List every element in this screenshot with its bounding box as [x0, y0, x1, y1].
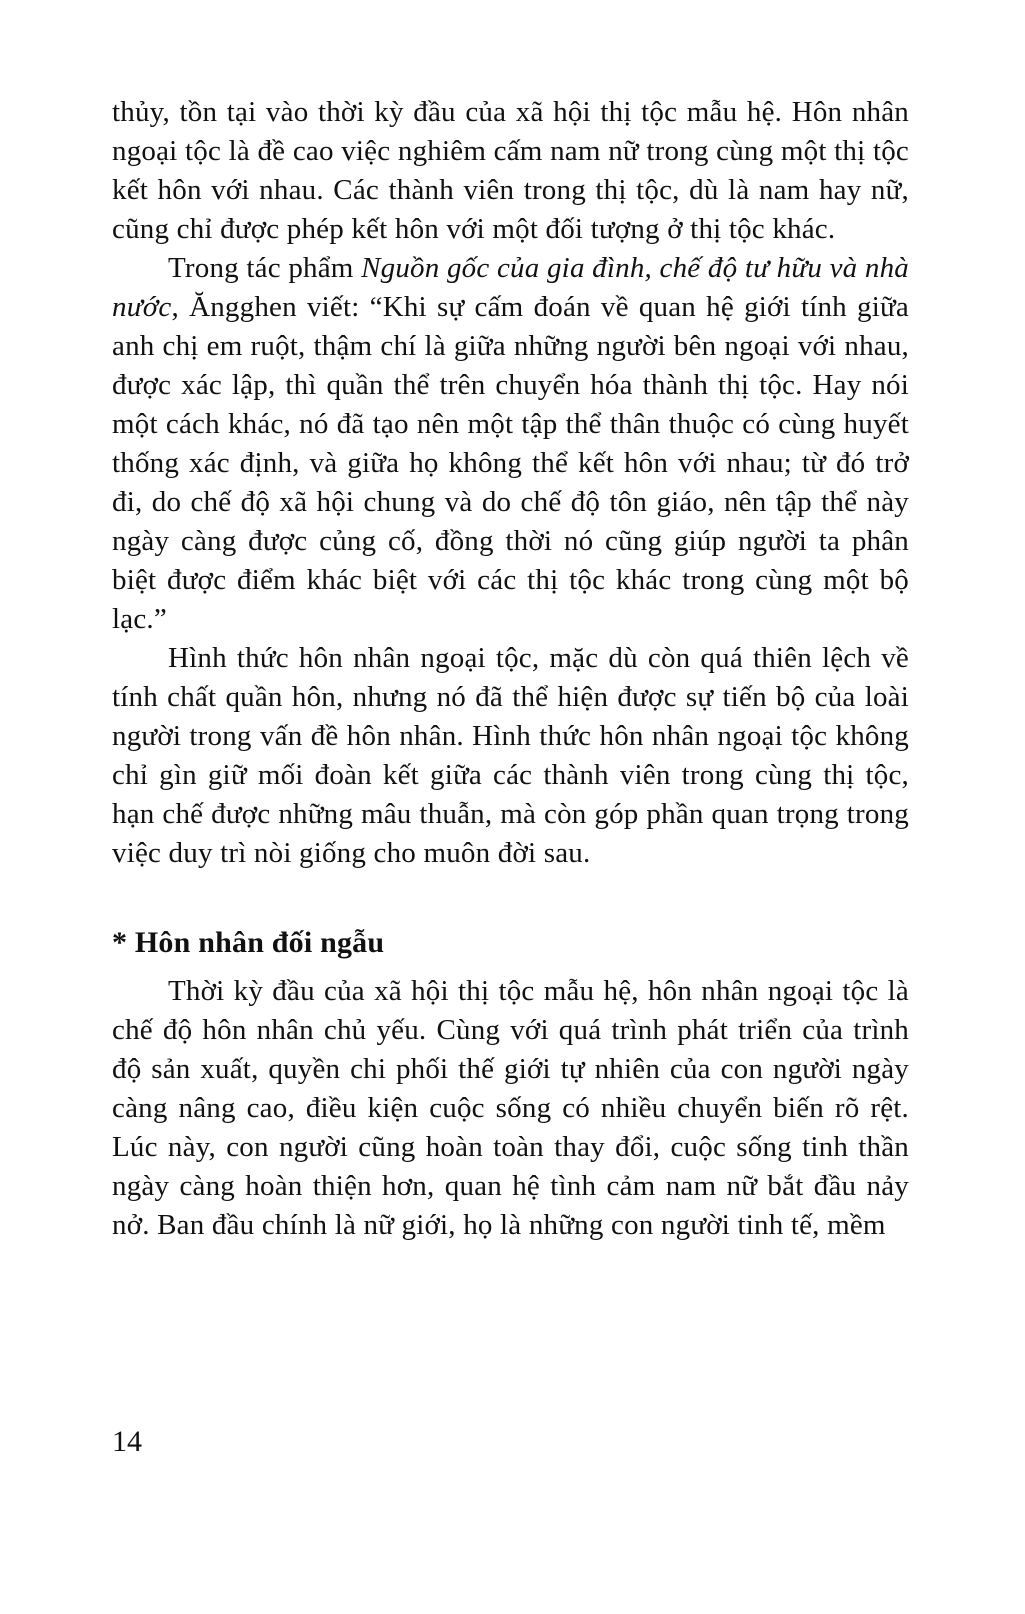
- text-run: thủy, tồn tại vào thời kỳ đầu của xã hội thị tộc mẫu hệ. Hôn nhân ngoại tộc là đề cao việc nghiêm cấm nam nữ trong cùng một thị tộc kết hôn với nhau. Các thành viên trong thị tộc, dù là nam hay nữ, cũng chỉ được phép kết hôn với một đối tượng ở thị tộc khác.: [112, 96, 909, 245]
- page-body: [112, 93, 909, 1245]
- text-run: Hình thức hôn nhân ngoại tộc, mặc dù còn quá thiên lệch về tính chất quần hôn, nhưng nó đã thể hiện được sự tiến bộ của loài người trong vấn đề hôn nhân. Hình thức hôn nhân ngoại tộc không chỉ gìn giữ mối đoàn kết giữa các thành viên trong cùng thị tộc, hạn chế được những mâu thuẫn, mà còn góp phần quan trọng trong việc duy trì nòi giống cho muôn đời sau.: [112, 642, 909, 869]
- paragraph: [112, 249, 909, 639]
- text-run: Thời kỳ đầu của xã hội thị tộc mẫu hệ, hôn nhân ngoại tộc là chế độ hôn nhân chủ yếu. Cùng với quá trình phát triển của trình độ sản xuất, quyền chi phối thế giới tự nhiên của con người ngày càng nâng cao, điều kiện cuộc sống có nhiều chuyển biến rõ rệt. Lúc này, con người cũng hoàn toàn thay đổi, cuộc sống tinh thần ngày càng hoàn thiện hơn, quan hệ tình cảm nam nữ bắt đầu nảy nở. Ban đầu chính là nữ giới, họ là những con người tinh tế, mềm: [112, 975, 909, 1241]
- italic-text-run: Nguồn gốc của gia đình, chế độ tư hữu và nhà nước: [112, 252, 909, 323]
- page-number: 14: [112, 1425, 142, 1458]
- paragraph: [112, 93, 909, 249]
- section-heading: * Hôn nhân đối ngẫu: [112, 926, 385, 959]
- paragraph: [112, 972, 909, 1245]
- paragraph: [112, 639, 909, 873]
- text-run: Trong tác phẩm: [168, 252, 362, 284]
- text-run: , Ăngghen viết: “Khi sự cấm đoán về quan hệ giới tính giữa anh chị em ruột, thậm chí là giữa những người bên ngoại với nhau, được xác lập, thì quần thể trên chuyển hóa thành thị tộc. Hay nói một cách khác, nó đã tạo nên một tập thể thân thuộc có cùng huyết thống xác định, và giữa họ không thể kết hôn với nhau; từ đó trở đi, do chế độ xã hội chung và do chế độ tôn giáo, nên tập thể này ngày càng được củng cố, đồng thời nó cũng giúp người ta phân biệt được điểm khác biệt với các thị tộc khác trong cùng một bộ lạc.”: [112, 291, 909, 635]
